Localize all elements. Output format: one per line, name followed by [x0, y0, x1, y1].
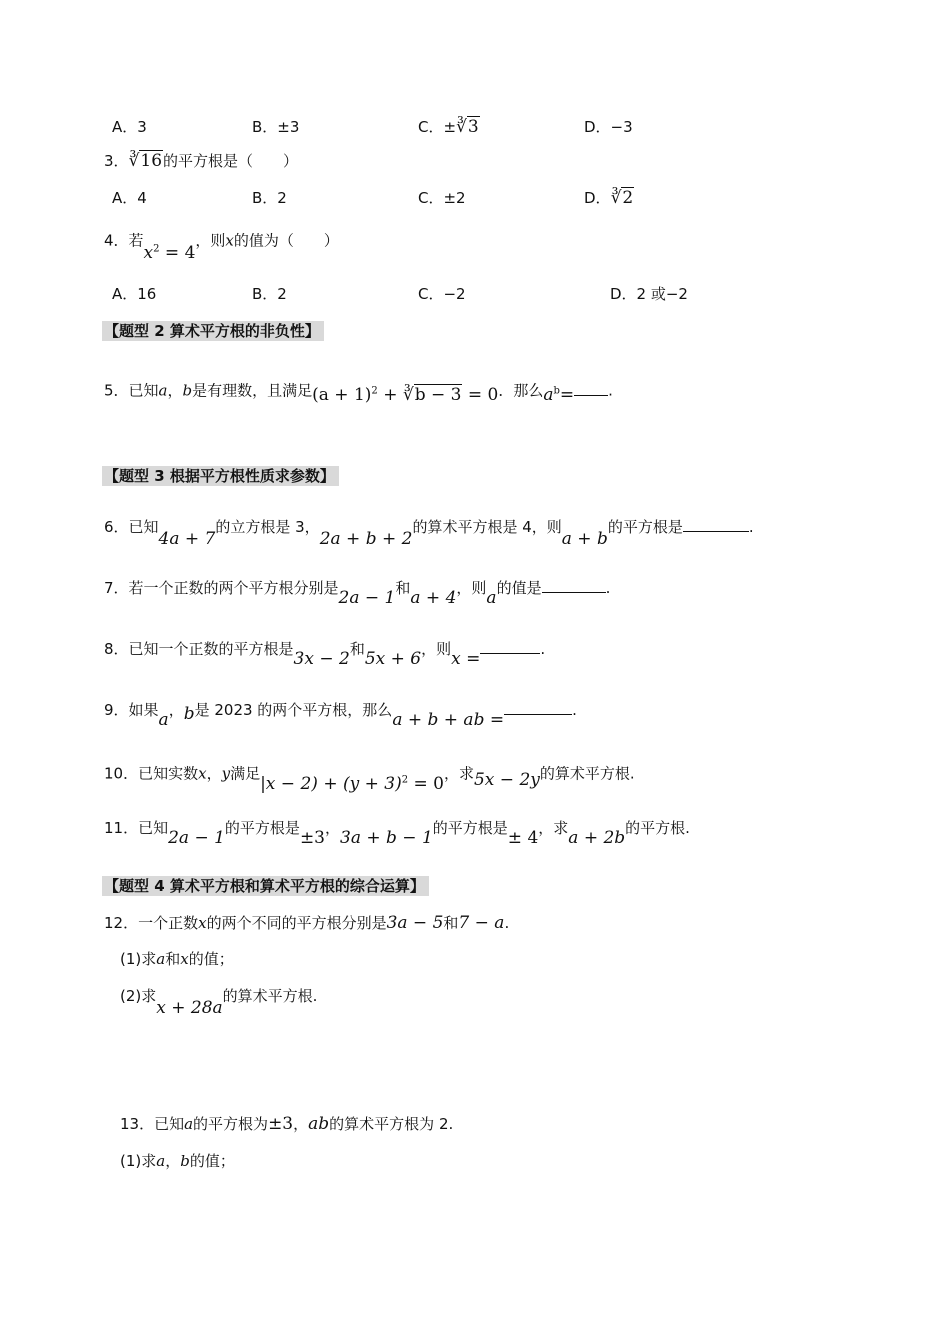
math-var: x: [143, 242, 154, 263]
question-3: [104, 150, 298, 172]
section-header-2: 【题型 2 算术平方根的非负性】: [102, 321, 324, 341]
equation: $(a + 1)^2$ + ∛b − 3 = 0: [312, 384, 499, 405]
question-text: 9．如果: [104, 701, 159, 719]
math-expr: a: [486, 588, 497, 608]
question-text: 和: [165, 950, 181, 968]
question-text: 的两个不同的平方根分别是: [206, 914, 387, 932]
math-var: x: [225, 231, 234, 250]
option-d: D．−3: [584, 118, 633, 136]
question-10: [104, 759, 635, 794]
math-var: a: [184, 1115, 194, 1133]
question-text: 和: [443, 914, 459, 932]
question-9: [104, 699, 577, 730]
question-text: 的平方根是: [607, 518, 683, 536]
equation: [260, 774, 444, 794]
math-var: a: [156, 950, 166, 968]
question-4: [104, 226, 339, 263]
section-header-4: 【题型 4 算术平方根和算术平方根的综合运算】: [102, 876, 429, 896]
option-a: A．4: [112, 189, 147, 207]
exponent: 2: [371, 385, 378, 396]
question-text: 的算术平方根是 4，则: [412, 518, 562, 536]
question-8: [104, 638, 546, 669]
period: .: [540, 640, 546, 658]
separator: ，: [206, 764, 222, 783]
math-expr: 3a + b − 1: [340, 828, 433, 848]
option-a: A．3: [112, 118, 147, 136]
period: .: [748, 518, 754, 536]
answer-blank[interactable]: [504, 700, 572, 715]
answer-blank[interactable]: [542, 578, 606, 593]
math-expr: 2a − 1: [168, 828, 225, 848]
question-text: 7．若一个正数的两个平方根分别是: [104, 579, 339, 597]
math-expr: 2a + b + 2: [319, 529, 413, 549]
question-text: 的立方根是 3，: [215, 518, 320, 536]
option-b: B．±3: [252, 118, 300, 136]
question-text: 满足: [230, 764, 261, 783]
period: .: [572, 701, 577, 719]
question-text: 的平方根是: [224, 819, 300, 837]
question-5: [104, 376, 613, 405]
answer-blank[interactable]: [480, 639, 540, 654]
option-c: [418, 116, 480, 138]
question-13-part-1: [120, 1150, 235, 1172]
math-var: a: [158, 381, 168, 400]
question-text: 是 2023 的两个平方根，那么: [194, 701, 393, 719]
option-a: A．16: [112, 285, 157, 303]
root-argument: 3: [467, 117, 479, 137]
math-expr: ± 4: [507, 828, 539, 848]
option-d: [584, 187, 634, 209]
math-var: a: [543, 384, 554, 405]
question-12-part-2: [120, 985, 318, 1018]
operator: +: [383, 384, 398, 405]
question-text: 是有理数，且满足: [192, 381, 313, 400]
math-expr: 3x − 2: [293, 649, 350, 669]
question-text: ，则: [456, 579, 487, 597]
math-expr: x + 28a: [156, 998, 223, 1018]
option-b: B．2: [252, 285, 287, 303]
cube-root-symbol: ∛: [456, 117, 467, 137]
question-text: 8．已知一个正数的平方根是: [104, 640, 294, 658]
question-text: 5．已知: [104, 381, 159, 400]
cube-root-symbol: ∛: [610, 188, 622, 208]
separator: ，: [165, 1152, 181, 1170]
question-number: 4．若: [104, 231, 144, 250]
math-expr: 5x + 6: [364, 649, 422, 669]
math-expr: 5x − 2y: [473, 769, 540, 790]
separator: ，: [168, 701, 184, 719]
answer-expression: [543, 385, 574, 405]
math-var: a: [158, 710, 169, 730]
answer-blank[interactable]: [574, 381, 608, 396]
question-text: 10．已知实数: [104, 764, 199, 783]
question-text: ，则: [195, 231, 226, 250]
question-text: 12．一个正数: [104, 914, 199, 932]
math-rest: = 4: [164, 242, 196, 263]
question-text: 的值是: [496, 579, 542, 597]
math-expr: ab: [308, 1114, 330, 1134]
math-var: x: [198, 764, 207, 783]
question-text: ，求: [538, 819, 569, 837]
equation: [144, 243, 196, 263]
math-expr: (a + 1): [312, 384, 372, 405]
math-var: b: [180, 1152, 190, 1170]
math-var: b: [183, 704, 195, 724]
math-var: x: [180, 950, 189, 968]
math-var: b: [182, 381, 193, 400]
question-text: (1)求: [120, 1152, 157, 1170]
math-expr: a + 2b: [568, 828, 626, 848]
period: .: [605, 579, 611, 597]
question-text: ，求: [443, 764, 474, 783]
math-var: a: [156, 1152, 166, 1170]
math-expr: |x − 2): [260, 773, 318, 794]
question-text: 13．已知: [120, 1115, 185, 1133]
question-12: [104, 912, 509, 934]
question-text: (1)求: [120, 950, 157, 968]
math-expr: 4a + 7: [158, 529, 216, 549]
question-number: 3．: [104, 152, 129, 170]
root-argument: 2: [622, 188, 634, 208]
math-var: x: [198, 914, 207, 932]
math-expr: x =: [451, 649, 481, 669]
cube-root-symbol: ∛: [128, 151, 140, 171]
question-text: 11．已知: [104, 819, 169, 837]
question-text: ．那么: [498, 381, 544, 400]
question-text: 的算术平方根.: [222, 987, 318, 1005]
period: .: [608, 381, 613, 400]
math-expr: 2a − 1: [338, 588, 396, 608]
question-12-part-1: [120, 948, 234, 970]
math-expr: a + 4: [410, 588, 457, 608]
question-text: 和: [395, 579, 411, 597]
period: .: [504, 914, 510, 932]
option-d-prefix: D．: [584, 189, 611, 207]
separator: ，: [167, 381, 183, 400]
question-text: 的平方根.: [625, 819, 690, 837]
question-text: ，: [325, 819, 341, 837]
question-text: 的值为（ ）: [233, 231, 339, 250]
option-c: C．±2: [418, 189, 466, 207]
section-header-3: 【题型 3 根据平方根性质求参数】: [102, 466, 339, 486]
option-d: D．2 或−2: [610, 285, 688, 303]
math-rest: =: [559, 384, 575, 405]
question-text: 的值；: [188, 950, 234, 968]
root-argument: 16: [140, 151, 163, 171]
question-text: 的算术平方根.: [539, 764, 635, 783]
question-6: [104, 516, 754, 549]
exponent: b: [553, 385, 560, 396]
math-expr: ±3: [299, 828, 325, 848]
operator: +: [323, 773, 338, 794]
question-text: ，: [293, 1115, 309, 1133]
math-rest: = 0: [467, 384, 499, 405]
math-expr: 3a − 5: [386, 913, 444, 933]
question-text: 的平方根是: [432, 819, 508, 837]
math-var: y: [221, 764, 231, 783]
exponent: 2: [153, 243, 160, 254]
question-11: [104, 817, 690, 848]
option-c-prefix: C．±: [418, 118, 457, 136]
math-rest: = 0: [413, 773, 444, 794]
math-expr: a + b: [561, 529, 608, 549]
exponent: 2: [401, 774, 409, 785]
option-b: B．2: [252, 189, 287, 207]
question-text: 和: [349, 640, 365, 658]
question-text: ，则: [421, 640, 452, 658]
question-text: 的值；: [189, 1152, 235, 1170]
math-expr: (y + 3): [342, 773, 402, 794]
question-text: 的算术平方根为 2.: [329, 1115, 454, 1133]
question-text: 6．已知: [104, 518, 159, 536]
math-expr: 7 − a: [458, 913, 505, 933]
root-argument: b − 3: [414, 384, 462, 405]
question-7: [104, 577, 611, 608]
question-text: 的平方根是（ ）: [163, 152, 299, 170]
option-c: C．−2: [418, 285, 466, 303]
question-text: 的平方根为: [193, 1115, 269, 1133]
question-text: (2)求: [120, 987, 157, 1005]
math-expr: a + b + ab =: [392, 710, 505, 730]
math-expr: ±3: [268, 1114, 294, 1134]
question-13: [120, 1113, 453, 1135]
answer-blank[interactable]: [683, 517, 749, 532]
